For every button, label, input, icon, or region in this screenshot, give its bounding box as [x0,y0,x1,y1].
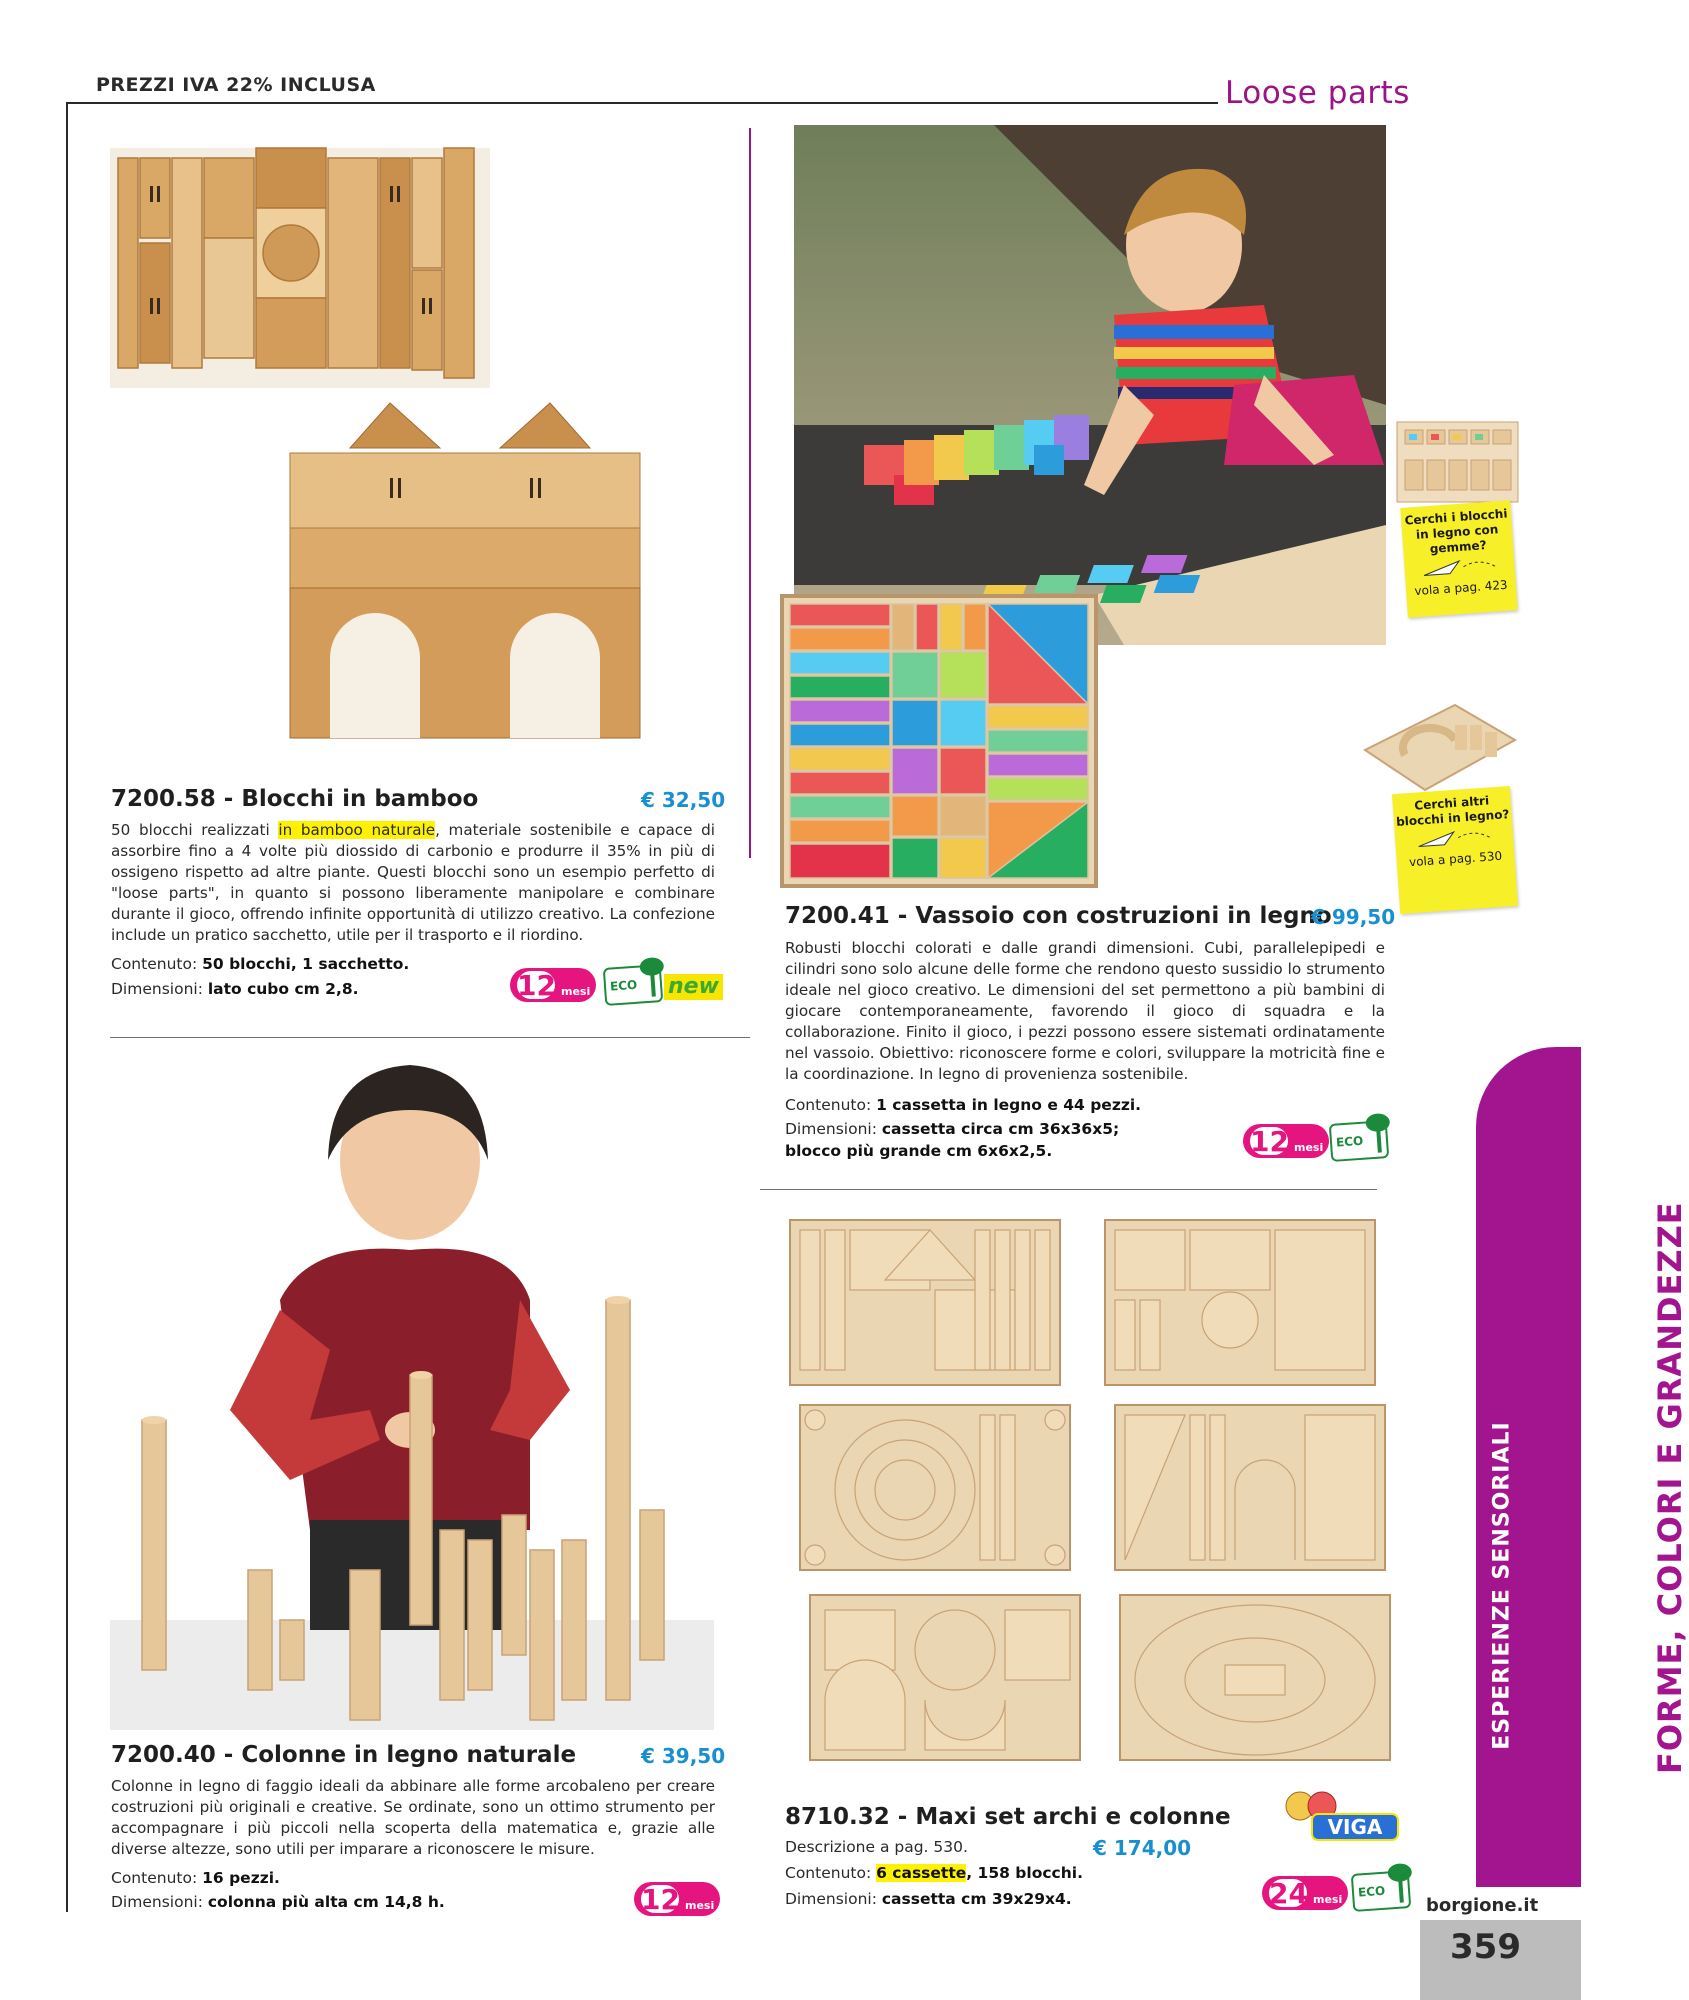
dim-label: Dimensioni: [111,1893,203,1911]
column-rule [749,128,751,858]
eco-label: ECO [1335,1133,1364,1150]
age-number: 12 [638,1882,682,1916]
tree-icon [1386,1860,1415,1906]
product-title: 7200.41 - Vassoio con costruzioni in legno [785,903,1332,929]
content-label: Contenuto: [785,1864,872,1882]
note-page-link[interactable]: vola a pag. 530 [1408,848,1503,870]
product-content [785,1864,1083,1882]
age-number: 24 [1266,1876,1310,1910]
product-price: € 99,50 [1311,905,1396,929]
child-columns-photo [110,1010,714,1730]
product-code: 8710.32 [785,1804,890,1830]
age-unit: mesi [1313,1892,1343,1906]
product-title: 7200.58 - Blocchi in bamboo [111,786,479,812]
product-description: Descrizione a pag. 530. [785,1838,968,1856]
age-unit: mesi [1294,1140,1324,1154]
paper-plane-icon [1413,823,1494,851]
eco-badge [1329,1120,1390,1162]
dim-value: cassetta circa cm 36x36x5; [881,1120,1120,1138]
eco-badge [603,964,664,1006]
product-dimensions [111,980,359,998]
product-price: € 39,50 [641,1744,726,1768]
cross-reference-note[interactable] [1392,786,1518,914]
note-page-link[interactable]: vola a pag. 423 [1414,577,1509,599]
section-title: Loose parts [1225,75,1410,111]
product-description: Colonne in legno di faggio ideali da abbinare alle forme arcobaleno per creare costruzioni più originali e creative. Se ordinate, sono un ottimo strumento per accompagnare i più piccoli nella scoperta della matematica e, grazie alle diverse altezze, sono utili per imparare a riconoscere le misure. [111,1777,715,1858]
brand-label: VIGA [1327,1815,1383,1839]
chapter-subtitle: ESPERIENZE SENSORIALI [1489,1421,1515,1750]
content-label: Contenuto: [111,1869,198,1887]
product-name: Blocchi in bamboo [241,786,479,812]
tree-icon [1364,1110,1393,1156]
bamboo-blocks-image [100,128,720,768]
product-name: Colonne in legno naturale [241,1742,577,1768]
content-value: 1 cassetta in legno e 44 pezzi. [876,1096,1142,1114]
product-description [111,820,715,946]
content-label: Contenuto: [111,955,198,973]
child-playing-photo [794,125,1386,645]
product-dimensions-line-2 [785,1142,1052,1160]
age-badge [510,968,596,1002]
product-price: € 174,00 [1093,1836,1192,1860]
rainbow-tray-image [782,596,1096,886]
product-dimensions [785,1120,1119,1138]
content-value: , 158 blocchi. [966,1864,1083,1882]
dim-value: blocco più grande cm 6x6x2,5. [785,1142,1053,1160]
age-badge [634,1882,720,1916]
product-title: 8710.32 - Maxi set archi e colonne [785,1804,1231,1830]
cross-reference-note[interactable] [1400,500,1517,617]
product-name: Vassoio con costruzioni in legno [915,903,1332,929]
age-number: 12 [514,968,558,1002]
top-rule [68,102,1218,104]
paper-plane-icon [1419,552,1500,580]
dim-label: Dimensioni: [785,1890,877,1908]
separator-right [760,1189,1377,1190]
gem-blocks-thumbnail [1395,420,1520,505]
desc-text: 50 blocchi realizzati [111,821,279,839]
content-value: 16 pezzi. [202,1869,280,1887]
tree-icon [638,954,667,1000]
dim-label: Dimensioni: [111,980,203,998]
new-badge: new [664,974,723,1000]
product-price: € 32,50 [641,788,726,812]
product-content [111,1869,280,1887]
age-number: 12 [1247,1124,1291,1158]
age-unit: mesi [561,984,591,998]
price-note: PREZZI IVA 22% INCLUSA [96,74,376,96]
product-code: 7200.40 [111,1742,216,1768]
age-unit: mesi [685,1898,715,1912]
dim-value: cassetta cm 39x29x4. [881,1890,1072,1908]
note-text: Cerchi i blocchi in legno con gemme? [1404,506,1508,556]
highlighted-text: in bamboo naturale [278,821,436,839]
wooden-blocks-thumbnail [1355,690,1520,795]
product-content [111,955,409,973]
dim-value: colonna più alta cm 14,8 h. [207,1893,445,1911]
eco-label: ECO [1357,1883,1386,1900]
product-description: Robusti blocchi colorati e dalle grandi dimensioni. Cubi, parallelepipedi e cilindri sono solo alcune delle forme che rendono questo sussidio lo strumento ideale nel gioco creativo. Le dimensioni del set permettono a più bambini di giocare contemporaneamente, favorendo il gioco di squadra e la collaborazione. Finito il gioco, i pezzi possono essere sistemati ordinatamente nel vassoio. Obiettivo: riconoscere forme e colori, sviluppare la motricità fine e la coordinazione. In legno di provenienza sostenibile. [785,939,1385,1083]
desc-text: , materiale sostenibile e capace di assorbire fino a 4 volte più diossido di carbonio e produrre il 35% in più di ossigeno rispetto ad altre piante. Questi blocchi sono un esempio perfetto di "loose parts", in quanto si possono liberamente manipolare e combinare durante il gioco, offrendo infinite opportunità di utilizzo creativo. La confezione include un pratico sacchetto, utile per il trasporto e il riordino. [111,821,715,944]
product-dimensions [785,1890,1072,1908]
dim-label: Dimensioni: [785,1120,877,1138]
page-number: 359 [1450,1927,1521,1967]
dim-value: lato cubo cm 2,8. [207,980,359,998]
content-value: 50 blocchi, 1 sacchetto. [202,955,410,973]
note-text: Cerchi altri blocchi in legno? [1395,793,1510,830]
maxi-set-trays-image [785,1210,1395,1770]
chapter-title: FORME, COLORI E GRANDEZZE [1651,1201,1689,1774]
highlighted-text: 6 cassette [876,1864,967,1882]
site-url[interactable]: borgione.it [1426,1895,1539,1916]
left-rule [66,102,68,1912]
product-content [785,1096,1141,1114]
product-dimensions [111,1893,445,1911]
product-name: Maxi set archi e colonne [915,1804,1231,1830]
viga-brand-logo [1282,1786,1404,1844]
product-code: 7200.58 [111,786,216,812]
product-code: 7200.41 [785,903,890,929]
eco-badge [1351,1870,1412,1912]
age-badge [1262,1876,1348,1910]
product-title: 7200.40 - Colonne in legno naturale [111,1742,577,1768]
eco-label: ECO [609,977,638,994]
age-badge [1243,1124,1329,1158]
content-label: Contenuto: [785,1096,872,1114]
